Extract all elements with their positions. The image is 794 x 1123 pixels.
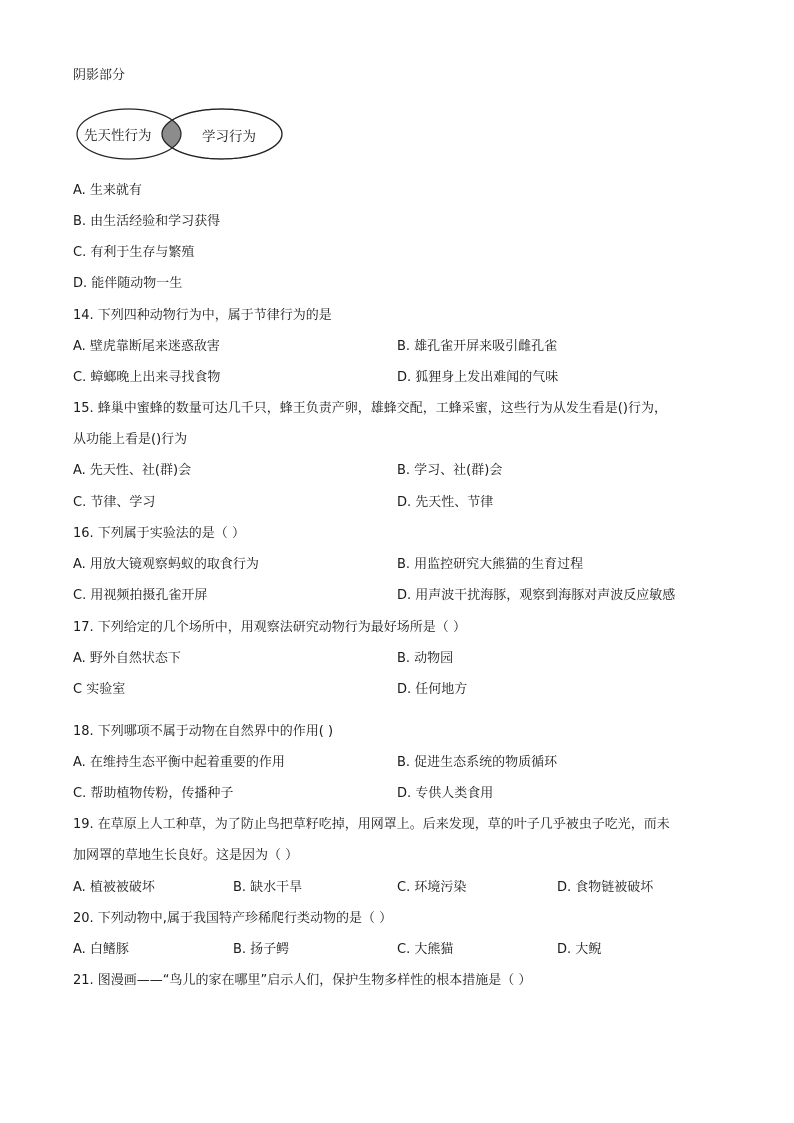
q19-stem-line1: 19. 在草原上人工种草，为了防止鸟把草籽吃掉，用网罩上。后来发现，草的叶子几乎被虫子吃光，而未	[73, 817, 670, 832]
q16-stem: 16. 下列属于实验法的是（ ）	[73, 526, 245, 541]
q13-option-b: B. 由生活经验和学习获得	[73, 214, 221, 229]
q18-option-a: A. 在维持生态平衡中起着重要的作用	[73, 755, 285, 770]
q15-option-a: A. 先天性、社(群)会	[73, 463, 192, 478]
q16-option-c: C. 用视频拍摄孔雀开屏	[73, 588, 208, 603]
q20-option-d: D. 大鲵	[557, 942, 602, 957]
q13-option-d: D. 能伴随动物一生	[73, 276, 183, 291]
q15-option-b: B. 学习、社(群)会	[397, 463, 503, 478]
q18-option-d: D. 专供人类食用	[397, 786, 494, 801]
q19-option-b: B. 缺水干旱	[233, 880, 303, 895]
venn-right-label: 学习行为	[202, 129, 256, 145]
q19-option-a: A. 植被被破坏	[73, 880, 155, 895]
q14-option-c: C. 蟑螂晚上出来寻找食物	[73, 370, 221, 385]
q17-option-c: C 实验室	[73, 682, 126, 697]
venn-diagram	[74, 106, 286, 166]
q15-stem-line2: 从功能上看是()行为	[73, 432, 188, 447]
q17-option-a: A. 野外自然状态下	[73, 651, 181, 666]
q13-option-c: C. 有利于生存与繁殖	[73, 245, 195, 260]
q20-stem: 20. 下列动物中,属于我国特产珍稀爬行类动物的是（ ）	[73, 911, 393, 926]
q14-option-b: B. 雄孔雀开屏来吸引雌孔雀	[397, 339, 558, 354]
q18-option-b: B. 促进生态系统的物质循环	[397, 755, 558, 770]
q18-stem: 18. 下列哪项不属于动物在自然界中的作用( )	[73, 724, 334, 739]
q17-option-b: B. 动物园	[397, 651, 454, 666]
intro-text: 阴影部分	[73, 68, 126, 83]
q14-stem: 14. 下列四种动物行为中，属于节律行为的是	[73, 308, 332, 323]
q20-option-c: C. 大熊猫	[397, 942, 454, 957]
q16-option-b: B. 用监控研究大熊猫的生育过程	[397, 557, 584, 572]
q21-stem: 21. 图漫画——“鸟儿的家在哪里”启示人们，保护生物多样性的根本措施是（ ）	[73, 973, 532, 988]
q15-option-d: D. 先天性、节律	[397, 495, 494, 510]
q19-option-d: D. 食物链被破坏	[557, 880, 654, 895]
q17-stem: 17. 下列给定的几个场所中，用观察法研究动物行为最好场所是（ ）	[73, 620, 466, 635]
q19-stem-line2: 加网罩的草地生长良好。这是因为（ ）	[73, 848, 299, 863]
q15-stem-line1: 15. 蜂巢中蜜蜂的数量可达几千只，蜂王负责产卵，雄蜂交配，工蜂采蜜，这些行为从发生看是()行为，	[73, 401, 667, 416]
q16-option-a: A. 用放大镜观察蚂蚁的取食行为	[73, 557, 259, 572]
q20-option-b: B. 扬子鳄	[233, 942, 290, 957]
q14-option-a: A. 壁虎靠断尾来迷惑敌害	[73, 339, 220, 354]
q18-option-c: C. 帮助植物传粉，传播种子	[73, 786, 234, 801]
q13-option-a: A. 生来就有	[73, 183, 142, 198]
q20-option-a: A. 白鳍豚	[73, 942, 129, 957]
q16-option-d: D. 用声波干扰海豚，观察到海豚对声波反应敏感	[397, 588, 676, 603]
q19-option-c: C. 环境污染	[397, 880, 467, 895]
q15-option-c: C. 节律、学习	[73, 495, 156, 510]
q17-option-d: D. 任何地方	[397, 682, 468, 697]
venn-left-label: 先天性行为	[84, 128, 152, 144]
q14-option-d: D. 狐狸身上发出难闻的气味	[397, 370, 559, 385]
